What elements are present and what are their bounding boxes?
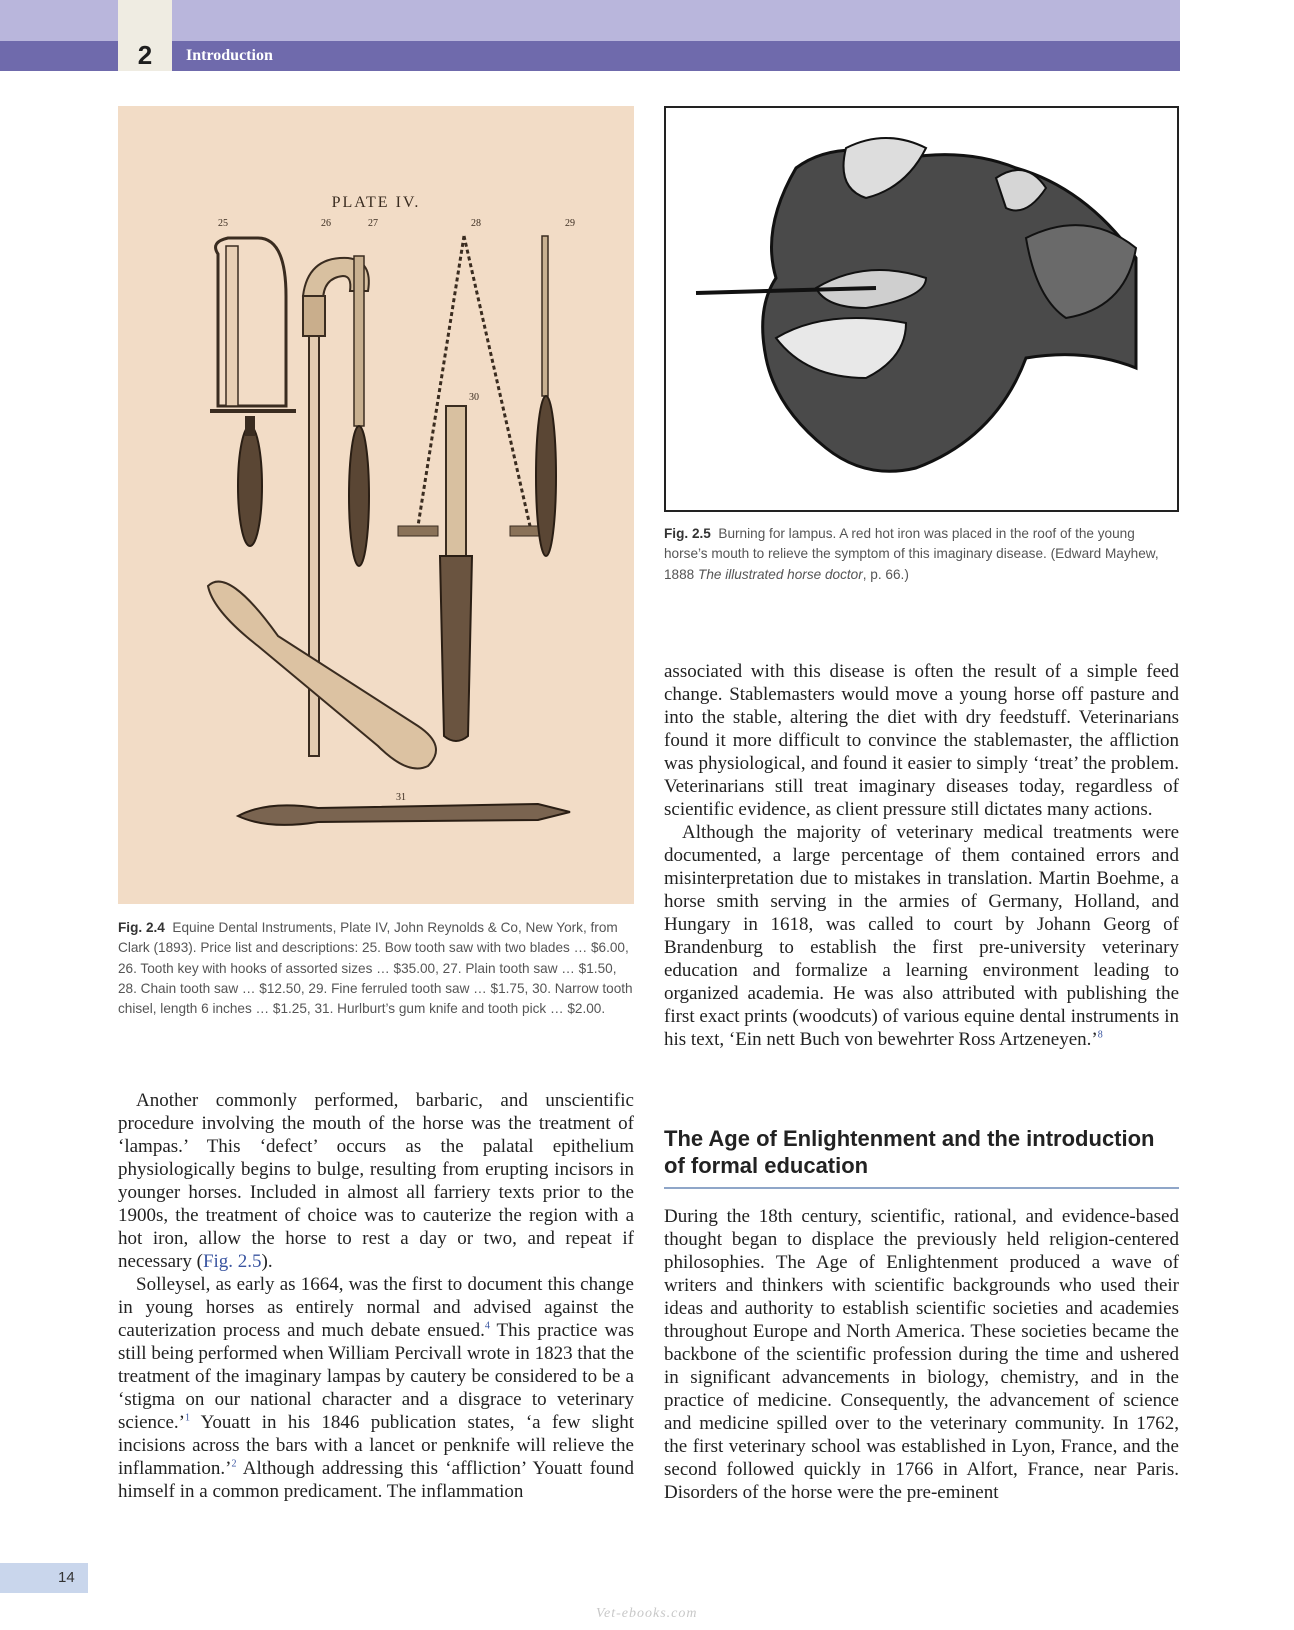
figure-2-4-label: Fig. 2.4 <box>118 920 165 935</box>
figure-2-5-caption <box>664 524 1179 585</box>
figure-2-5-caption-tail: , p. 66.) <box>862 566 909 582</box>
plate-number-27: 27 <box>368 218 378 229</box>
chapter-title: Introduction <box>186 47 273 64</box>
figure-2-4-caption-text: Equine Dental Instruments, Plate IV, John Reynolds & Co, New York, from Clark (1893). Price list and descriptions: 25. Bow tooth saw with two blades … $6.00, 26. Tooth key with hooks of assorted sizes … $35.00, 27. Plain tooth saw … $1.50, 28. Chain tooth saw … $12.50, 29. Fine ferruled tooth saw … $1.75, 30. Narrow tooth chisel, length 6 inches … $1.25, 31. Hurlburt’s gum knife and tooth pick … $2.00. <box>118 920 633 1017</box>
figure-2-5-label: Fig. 2.5 <box>664 526 711 541</box>
footnote-ref-4[interactable]: 4 <box>484 1320 490 1332</box>
left-column-text <box>118 1089 634 1503</box>
figure-2-5-caption-book-title: The illustrated horse doctor <box>698 566 863 582</box>
paragraph-solleysel-text-3: Youatt in his 1846 publication states, ‘a few slight incisions across the bars with a lancet or penknife will relieve the inflammation.’ <box>118 1412 634 1479</box>
right-column-text-bottom <box>664 1205 1179 1504</box>
paragraph-lampas <box>118 1089 634 1273</box>
watermark: Vet-ebooks.com <box>596 1606 698 1621</box>
figure-2-5-image <box>664 106 1179 512</box>
paragraph-solleysel <box>118 1273 634 1503</box>
section-heading: The Age of Enlightenment and the introduction of formal education <box>664 1126 1155 1178</box>
plate-number-28: 28 <box>471 218 481 229</box>
page-number-box <box>0 1563 88 1593</box>
paragraph-boehme <box>664 821 1179 1051</box>
header-top-band <box>0 0 1180 41</box>
plate-number-26: 26 <box>321 218 331 229</box>
plate-number-29: 29 <box>565 218 575 229</box>
header-bar <box>0 41 1180 71</box>
plate-title: PLATE IV. <box>331 194 421 211</box>
paragraph-lampas-text: Another commonly performed, barbaric, and unscientific procedure involving the mouth of the horse was the treatment of ‘lampas.’ This ‘defect’ occurs as the palatal epithelium physiologically begins to bulge, resulting from erupting incisors in younger horses. Included in almost all farriery texts prior to the 1900s, the treatment of choice was to cauterize the region with a hot iron, allow the horse to rest a day or two, and repeat if necessary ( <box>118 1090 634 1272</box>
figure-2-5-caption-text: Burning for lampus. A red hot iron was placed in the roof of the young horse’s mouth to relieve the symptom of this imaginary disease. (Edward Mayhew, 1888 <box>664 526 1159 582</box>
footnote-ref-2[interactable]: 2 <box>231 1458 237 1470</box>
figure-2-4-plate <box>118 106 634 904</box>
right-column-text-top <box>664 660 1179 1051</box>
plate-number-25: 25 <box>218 218 228 229</box>
plate-number-30: 30 <box>469 392 479 403</box>
paragraph-lampas-end: ). <box>261 1251 273 1272</box>
figure-2-4-caption <box>118 918 634 1019</box>
paragraph-solleysel-text: Solleysel, as early as 1664, was the first to document this change in young horses as entirely normal and advised against the cauterization process and much debate ensued. <box>118 1274 634 1341</box>
paragraph-enlightenment: During the 18th century, scientific, rational, and evidence-based thought began to displace the previously held religion-centered philosophies. The Age of Enlightenment produced a wave of writers and thinkers with scientific backgrounds who used their ideas and authority to establish scientific societies and academies throughout Europe and North America. These societies became the backbone of the scientific profession during the time and ushered in significant advancements in biology, chemistry, and in the practice of medicine. Consequently, the advancement of science and medicine spilled over to the veterinary community. In 1762, the first veterinary school was established in Lyon, France, and the second followed quickly in 1766 in Alfort, France, near Paris. Disorders of the horse were the pre-eminent <box>664 1206 1179 1503</box>
paragraph-feed-change: associated with this disease is often the result of a simple feed change. Stablemasters would move a young horse off pasture and into the stable, altering the diet with dry feedstuff. Veterinarians found it more difficult to convince the stablemaster, the affliction was physiological, and found it easier to simply ‘treat’ the problem. Veterinarians still treat imaginary diseases today, regardless of scientific evidence, as client pressure still dictates many actions. <box>664 661 1179 820</box>
plate-number-31: 31 <box>396 792 406 803</box>
horse-mouth-illustration <box>666 108 1177 510</box>
page-number: 14 <box>58 1569 75 1586</box>
fig-2-5-link[interactable]: Fig. 2.5 <box>202 1251 262 1272</box>
footnote-ref-8[interactable]: 8 <box>1097 1029 1103 1041</box>
paragraph-solleysel-text-4: Although addressing this ‘affliction’ Youatt found himself in a common predicament. The inflammation <box>118 1458 634 1502</box>
footnote-ref-1[interactable]: 1 <box>184 1412 190 1424</box>
chapter-number: 2 <box>137 40 153 70</box>
paragraph-boehme-text: Although the majority of veterinary medical treatments were documented, a large percentage of them contained errors and misinterpretation due to mistakes in translation. Martin Boehme, a horse smith serving in the armies of Germany, Holland, and Hungary in 1618, was called to court by Johann Georg of Brandenburg to establish the first pre-university veterinary education and formalize a learning environment leading to organized academia. He was also attributed with publishing the first exact prints (woodcuts) of various equine dental instruments in his text, ‘Ein nett Buch von bewehrter Ross Artzeneyen.’ <box>664 822 1179 1050</box>
section-heading-rule <box>664 1187 1179 1189</box>
paragraph-solleysel-text-2: This practice was still being performed when William Percivall wrote in 1823 that the treatment of the imaginary lampas by cautery be considered to be a ‘stigma on our national character and a disgrace to veterinary science.’ <box>118 1320 634 1433</box>
